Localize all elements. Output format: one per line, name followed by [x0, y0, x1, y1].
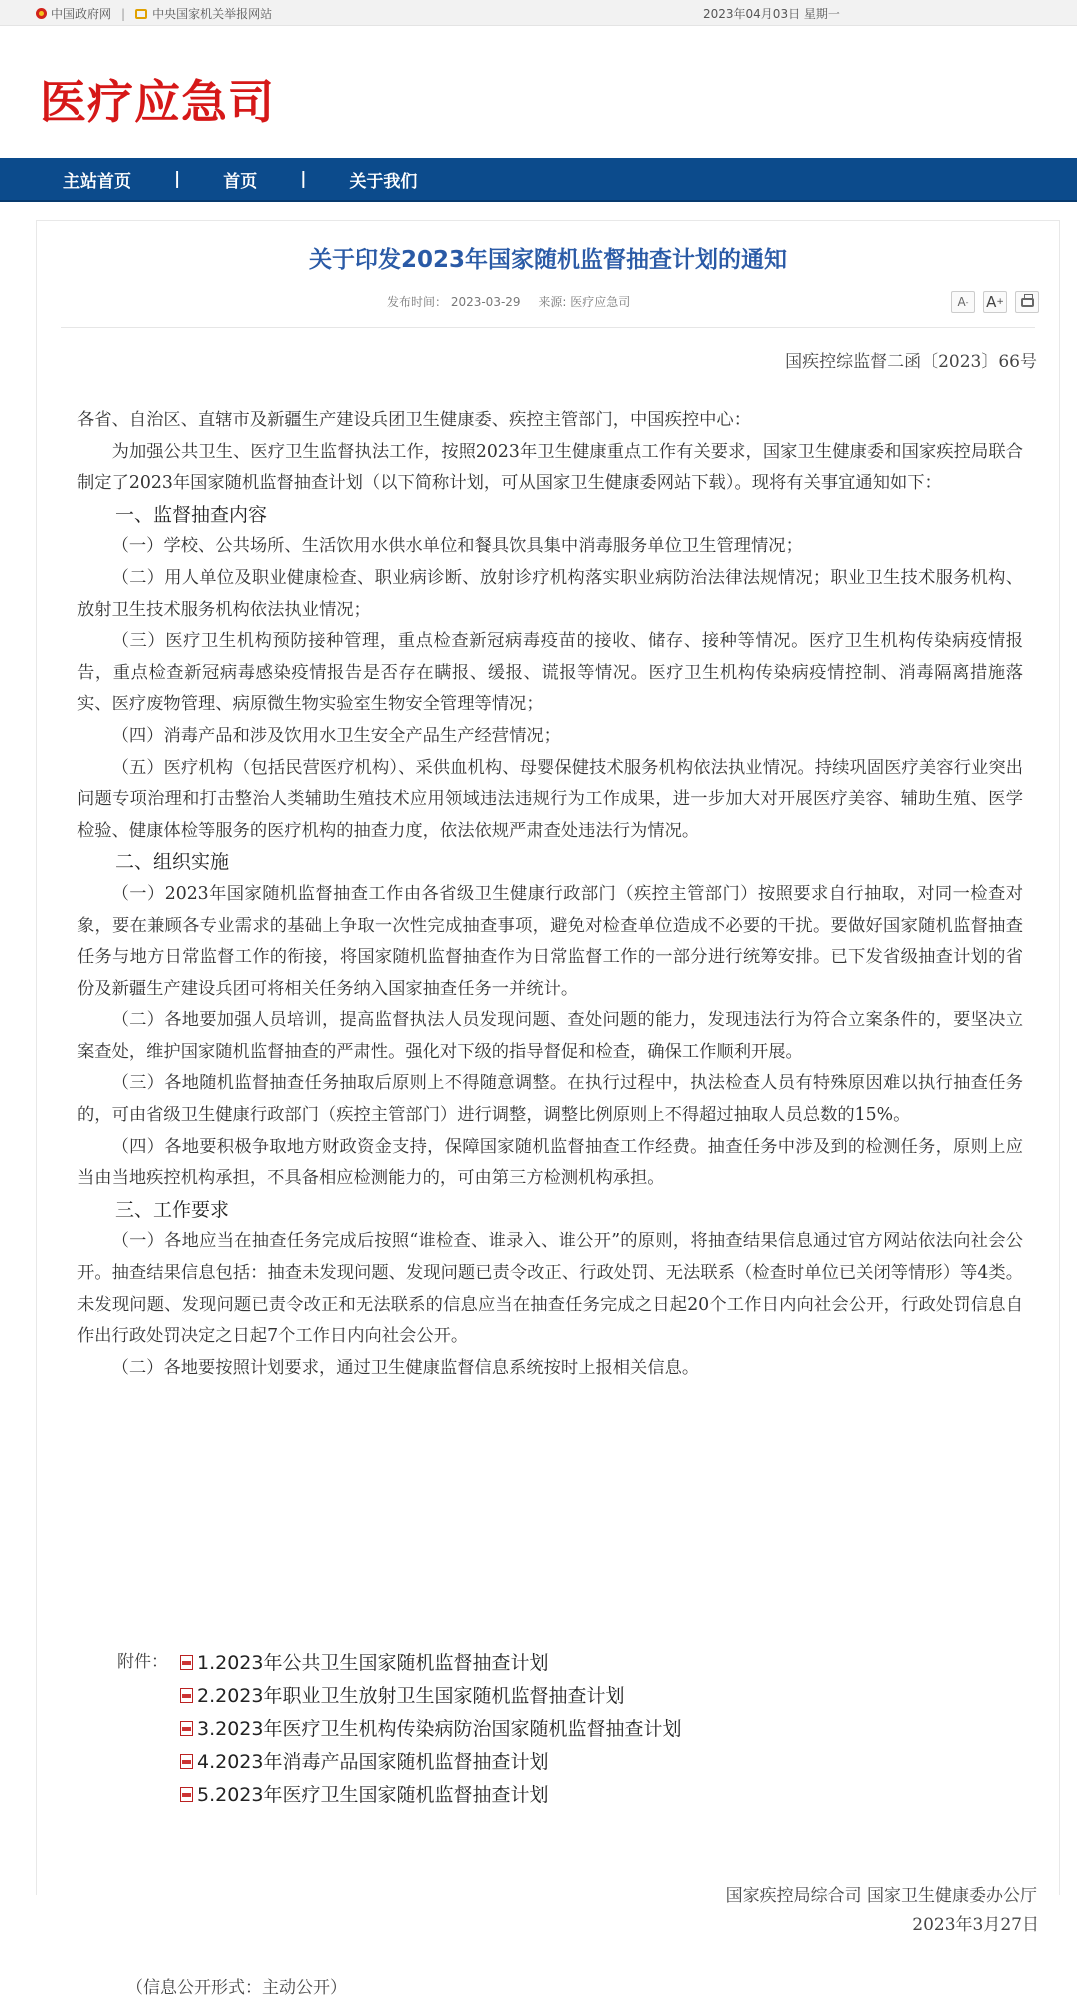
- current-date: 2023年04月03日 星期一: [703, 7, 840, 21]
- gov-portal-link[interactable]: [36, 5, 111, 22]
- attachment-item: [180, 1712, 780, 1745]
- top-utility-bar: [0, 0, 1077, 26]
- attachment-link[interactable]: 5.2023年医疗卫生国家随机监督抽查计划: [197, 1783, 549, 1806]
- pdf-file-icon: [180, 1688, 193, 1703]
- body-paragraph: （二）各地要加强人员培训，提高监督执法人员发现问题、查处问题的能力，发现违法行为符合立案条件的，要坚决立案查处，维护国家随机监督抽查的严肃性。强化对下级的指导督促和检查，确保工作顺利开展。: [77, 1010, 1023, 1062]
- document-number: 国疾控综监督二函〔2023〕66号: [785, 352, 1037, 372]
- article-source: 来源: 医疗应急司: [538, 295, 631, 309]
- nav-item-home[interactable]: 首页: [223, 171, 258, 192]
- font-increase-button[interactable]: A +: [983, 291, 1007, 313]
- body-paragraph: （三）医疗卫生机构预防接种管理，重点检查新冠病毒疫苗的接收、储存、接种等情况。医疗卫生机构传染病疫情报告，重点检查新冠病毒感染疫情报告是否存在瞒报、缓报、谎报等情况。医疗卫生机构传染病疫情控制、消毒隔离措施落实、医疗废物管理、病原微生物实验室生物安全管理等情况；: [77, 631, 1023, 715]
- nav-separator: |: [174, 169, 181, 189]
- sign-date: 2023年3月27日: [912, 1915, 1039, 1935]
- title-divider: [61, 327, 1035, 328]
- attachment-item: [180, 1745, 780, 1778]
- pdf-file-icon: [180, 1655, 193, 1670]
- attachment-link[interactable]: 1.2023年公共卫生国家随机监督抽查计划: [197, 1651, 549, 1674]
- attachment-link[interactable]: 4.2023年消毒产品国家随机监督抽查计划: [197, 1750, 549, 1773]
- section-heading: 一、监督抽查内容: [115, 503, 268, 526]
- attachment-list: [180, 1646, 780, 1811]
- font-decrease-button[interactable]: A -: [951, 291, 975, 313]
- article-container: [36, 220, 1060, 1906]
- body-paragraph: （二）用人单位及职业健康检查、职业病诊断、放射诊疗机构落实职业病防治法律法规情况；职业卫生技术服务机构、放射卫生技术服务机构依法执业情况；: [77, 567, 1023, 620]
- section-heading: 二、组织实施: [115, 851, 230, 874]
- disclosure-form: （信息公开形式：主动公开）: [126, 1978, 347, 1998]
- site-header: [0, 26, 1077, 158]
- attachments-label: 附件：: [117, 1652, 168, 1672]
- font-small-icon: A: [957, 295, 966, 309]
- addressee: 各省、自治区、直辖市及新疆生产建设兵团卫生健康委、疾控主管部门，中国疾控中心：: [77, 410, 751, 430]
- body-paragraph: （一）2023年国家随机监督抽查工作由各省级卫生健康行政部门（疾控主管部门）按照要求自行抽取，对同一检查对象，要在兼顾各专业需求的基础上争取一次性完成抽查事项，避免对检查单位造成不必要的干扰。要做好国家随机监督抽查任务与地方日常监督工作的衔接，将国家随机监督抽查作为日常监督工作的一部分进行统筹安排。已下发省级抽查计划的省份及新疆生产建设兵团可将相关任务纳入国家抽查任务一并统计。: [77, 883, 1023, 999]
- pdf-file-icon: [180, 1721, 193, 1736]
- nav-separator: |: [300, 169, 307, 189]
- body-paragraph: （一）各地应当在抽查任务完成后按照“谁检查、谁录入、谁公开”的原则，将抽查结果信息通过官方网站依法向社会公开。抽查结果信息包括：抽查未发现问题、发现问题已责令改正、行政处罚、无法联系（检查时单位已关闭等情形）等4类。未发现问题、发现问题已责令改正和无法联系的信息应当在抽查任务完成之日起20个工作日内向社会公开，行政处罚信息自作出行政处罚决定之日起7个工作日内向社会公开。: [77, 1231, 1023, 1347]
- body-paragraph: （三）各地随机监督抽查任务抽取后原则上不得随意调整。在执行过程中，执法检查人员有特殊原因难以执行抽查任务的，可由省级卫生健康行政部门（疾控主管部门）进行调整，调整比例原则上不得超过抽取人员总数的15%。: [77, 1073, 1023, 1126]
- font-large-icon: A: [986, 293, 997, 311]
- article-meta: [387, 293, 630, 310]
- top-separator: |: [121, 6, 126, 21]
- gov-portal-label: 中国政府网: [51, 7, 112, 21]
- top-links: [36, 5, 272, 22]
- article-tools: [951, 291, 1039, 313]
- publish-time: 发布时间： 2023-03-29: [387, 295, 521, 309]
- report-icon: [135, 9, 147, 19]
- body-paragraph: （四）消毒产品和涉及饮用水卫生安全产品生产经营情况；: [111, 725, 561, 746]
- site-logo[interactable]: 医疗应急司: [40, 75, 275, 129]
- article-title: 关于印发2023年国家随机监督抽查计划的通知: [308, 247, 787, 273]
- pdf-file-icon: [180, 1787, 193, 1802]
- attachment-item: [180, 1679, 780, 1712]
- attachment-item: [180, 1778, 780, 1811]
- print-button[interactable]: [1015, 291, 1039, 313]
- signatories: 国家疾控局综合司 国家卫生健康委办公厅: [725, 1886, 1037, 1906]
- printer-icon: [1021, 298, 1034, 307]
- attachment-link[interactable]: 2.2023年职业卫生放射卫生国家随机监督抽查计划: [197, 1684, 625, 1707]
- nav-item-about[interactable]: 关于我们: [349, 171, 418, 192]
- national-emblem-icon: [36, 8, 47, 19]
- body-paragraph: （二）各地要按照计划要求，通过卫生健康监督信息系统按时上报相关信息。: [111, 1357, 700, 1378]
- attachment-item: [180, 1646, 780, 1679]
- attachment-link[interactable]: 3.2023年医疗卫生机构传染病防治国家随机监督抽查计划: [197, 1717, 682, 1740]
- section-heading: 三、工作要求: [115, 1198, 230, 1221]
- body-paragraph: （五）医疗机构（包括民营医疗机构）、采供血机构、母婴保健技术服务机构依法执业情况。持续巩固医疗美容行业突出问题专项治理和打击整治人类辅助生殖技术应用领域违法违规行为工作成果，进一步加大对开展医疗美容、辅助生殖、医学检验、健康体检等服务的医疗机构的抽查力度，依法依规严肃查处违法行为情况。: [77, 757, 1023, 841]
- body-paragraph: （四）各地要积极争取地方财政资金支持，保障国家随机监督抽查工作经费。抽查任务中涉及到的检测任务，原则上应当由当地疾控机构承担，不具备相应检测能力的，可由第三方检测机构承担。: [77, 1136, 1023, 1189]
- article-body: [77, 405, 1023, 1384]
- report-site-label: 中央国家机关举报网站: [152, 7, 273, 21]
- body-paragraph: （一）学校、公共场所、生活饮用水供水单位和餐具饮具集中消毒服务单位卫生管理情况；: [111, 536, 803, 557]
- pdf-file-icon: [180, 1754, 193, 1769]
- nav-item-main-home[interactable]: 主站首页: [63, 171, 131, 192]
- main-nav: [0, 158, 1077, 202]
- body-paragraph: 为加强公共卫生、医疗卫生监督执法工作，按照2023年卫生健康重点工作有关要求，国家卫生健康委和国家疾控局联合制定了2023年国家随机监督抽查计划（以下简称计划，可从国家卫生健康委网站下载）。现将有关事宜通知如下：: [77, 441, 1023, 494]
- report-site-link[interactable]: [135, 5, 272, 22]
